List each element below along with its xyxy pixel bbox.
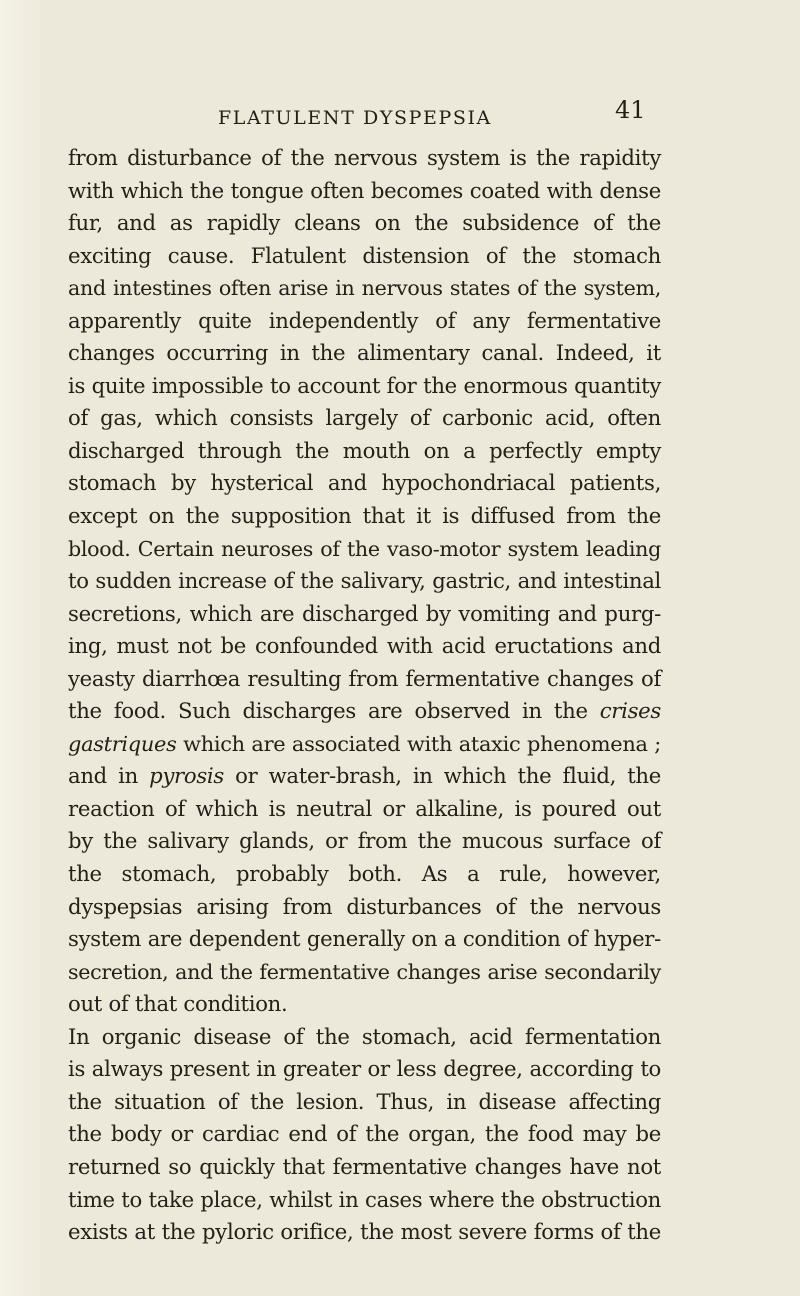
text-line [68, 760, 661, 793]
italic-term: gastriques [68, 731, 177, 756]
page-gutter [0, 0, 40, 1296]
text-line [68, 695, 661, 728]
text-line: fur, and as rapidly cleans on the subsidence of the [68, 210, 661, 236]
text-line: ing, must not be confounded with acid eructations and [68, 633, 661, 659]
text-segment: which are associated with ataxic phenomena ; [183, 731, 661, 756]
text-line: yeasty diarrhœa resulting from fermentative changes of [68, 665, 661, 691]
text-line: of gas, which consists largely of carbonic acid, often [68, 405, 661, 431]
text-line: apparently quite independently of any fermentative [68, 307, 661, 333]
text-line: system are dependent generally on a condition of hyper- [68, 926, 661, 952]
text-line: discharged through the mouth on a perfectly empty [68, 437, 661, 463]
text-line: blood. Certain neuroses of the vaso-motor system leading [68, 536, 661, 561]
text-line: and intestines often arise in nervous states of the system, [68, 276, 661, 301]
text-line: to sudden increase of the salivary, gastric, and intestinal [68, 568, 661, 594]
text-segment: and in [68, 763, 138, 789]
running-head: FLATULENT DYSPEPSIA [218, 107, 492, 129]
text-line: In organic disease of the stomach, acid fermentation [68, 1023, 661, 1049]
text-line: from disturbance of the nervous system is the rapidity [68, 145, 661, 170]
text-line: secretions, which are discharged by vomiting and purg- [68, 600, 661, 626]
text-line: except on the supposition that it is diffused from the [68, 503, 661, 529]
text-line: reaction of which is neutral or alkaline, is poured out [68, 795, 661, 821]
page-number: 41 [615, 96, 646, 124]
text-line: time to take place, whilst in cases where the obstruction [68, 1186, 661, 1212]
text-line: is quite impossible to account for the enormous quantity [68, 372, 661, 398]
text-line: out of that condition. [68, 991, 288, 1017]
text-line: changes occurring in the alimentary canal. Indeed, it [68, 340, 661, 366]
text-line: exists at the pyloric orifice, the most severe forms of the [68, 1219, 661, 1245]
text-line: with which the tongue often becomes coated with dense [68, 177, 661, 203]
italic-term: crises [599, 698, 661, 724]
text-line: exciting cause. Flatulent distension of the stomach [68, 242, 661, 268]
text-segment: the food. Such discharges are observed in the [68, 698, 588, 724]
text-segment: or water-brash, in which the fluid, the [235, 763, 662, 789]
text-line: the body or cardiac end of the organ, the food may be [68, 1121, 661, 1147]
text-line: is always present in greater or less degree, according to [68, 1056, 661, 1082]
text-line: stomach by hysterical and hypochondriacal patients, [68, 470, 661, 496]
body-text [68, 142, 661, 1249]
text-line: dyspepsias arising from disturbances of the nervous [68, 893, 661, 919]
text-line: by the salivary glands, or from the mucous surface of [68, 828, 661, 854]
text-line: the situation of the lesion. Thus, in disease affecting [68, 1088, 661, 1114]
italic-term: pyrosis [149, 763, 224, 789]
text-line [68, 728, 661, 761]
text-line: returned so quickly that fermentative changes have not [68, 1153, 661, 1179]
text-line: secretion, and the fermentative changes arise secondarily [68, 959, 661, 984]
text-line: the stomach, probably both. As a rule, however, [68, 861, 661, 887]
